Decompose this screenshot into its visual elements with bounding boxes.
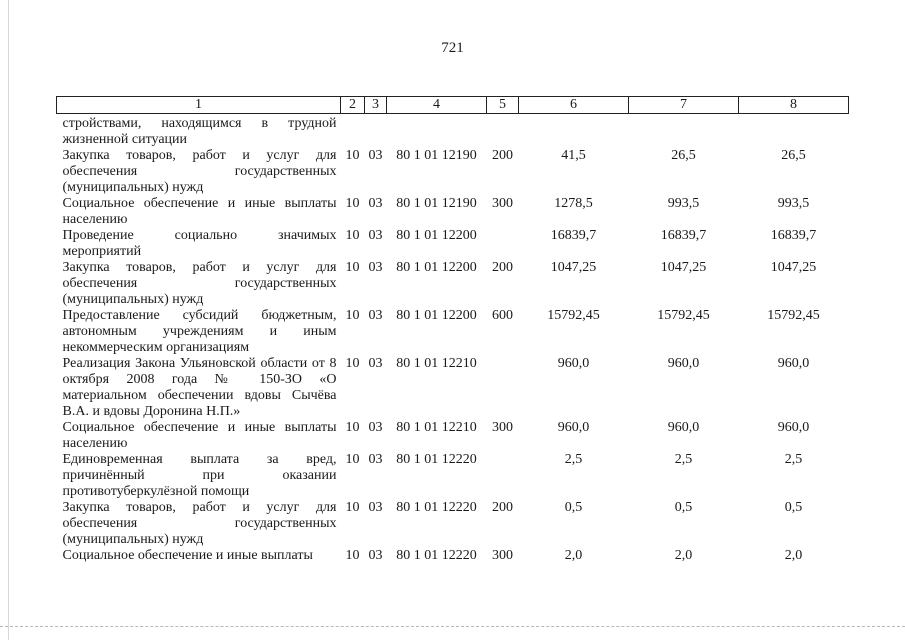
row-name: Проведение социально значимых мероприятий: [62, 228, 337, 259]
row-subsection: 03: [368, 228, 383, 243]
row-value-8: [739, 114, 849, 149]
row-value-7: 2,5: [674, 452, 693, 467]
row-section: 10: [345, 548, 360, 563]
row-subsection: 03: [368, 420, 383, 435]
row-value-7: 0,5: [674, 500, 693, 515]
row-expense-type: [487, 356, 519, 420]
row-name: Закупка товаров, работ и услуг для обеспечения государственных (муниципальных) нужд: [62, 500, 337, 547]
row-name: Реализация Закона Ульяновской области от 8 октября 2008 года № 150-ЗО «О материальном обеспечении вдовы Сычёва В.А. и вдовы Доронина Н.П.»: [62, 356, 337, 419]
row-value-7: 960,0: [667, 420, 700, 435]
budget-table: [56, 96, 849, 564]
table-row: [57, 260, 849, 308]
row-section: 10: [345, 260, 360, 275]
row-target-article: 80 1 01 12220: [396, 500, 477, 515]
row-value-8: 15792,45: [767, 308, 820, 323]
row-expense-type: 300: [492, 548, 513, 563]
row-subsection: 03: [368, 548, 383, 563]
row-value-7: 993,5: [667, 196, 700, 211]
row-value-8: 960,0: [777, 356, 810, 371]
table-row: [57, 148, 849, 196]
row-expense-type: [487, 114, 519, 149]
row-expense-type: 200: [492, 148, 513, 163]
row-subsection: 03: [368, 452, 383, 467]
table-row: [57, 228, 849, 260]
row-value-6: [519, 114, 629, 149]
page-number: 721: [441, 40, 464, 56]
row-value-7: [629, 114, 739, 149]
row-expense-type: 600: [492, 308, 513, 323]
row-value-6: 15792,45: [547, 308, 600, 323]
row-value-6: 2,0: [564, 548, 583, 563]
row-subsection: 03: [368, 308, 383, 323]
header-col-1: 1: [57, 97, 341, 114]
row-value-7: 1047,25: [660, 260, 707, 275]
row-target-article: 80 1 01 12220: [396, 452, 477, 467]
table-row: [57, 196, 849, 228]
row-value-7: 15792,45: [657, 308, 710, 323]
row-subsection: 03: [368, 260, 383, 275]
table-header-row: [57, 97, 849, 114]
table-row: [57, 420, 849, 452]
row-value-8: 1047,25: [770, 260, 817, 275]
row-value-7: 26,5: [671, 148, 696, 163]
row-expense-type: 200: [492, 260, 513, 275]
header-col-8: 8: [739, 97, 849, 114]
row-value-8: 993,5: [777, 196, 810, 211]
table-row: [57, 452, 849, 500]
row-section: 10: [345, 500, 360, 515]
row-subsection: 03: [368, 500, 383, 515]
row-value-8: 26,5: [781, 148, 806, 163]
row-value-6: 41,5: [561, 148, 586, 163]
row-value-8: 2,0: [784, 548, 803, 563]
row-section: [341, 114, 365, 149]
header-col-5: 5: [487, 97, 519, 114]
row-value-6: 2,5: [564, 452, 583, 467]
row-section: 10: [345, 420, 360, 435]
row-section: 10: [345, 228, 360, 243]
row-name: стройствами, находящимся в трудной жизненной ситуации: [62, 116, 337, 147]
table-row: [57, 548, 849, 564]
row-value-7: 2,0: [674, 548, 693, 563]
table-row: [57, 114, 849, 149]
header-col-4: 4: [387, 97, 487, 114]
row-expense-type: [487, 452, 519, 500]
row-value-6: 960,0: [557, 356, 590, 371]
row-name: Предоставление субсидий бюджетным, автономным учреждениям и иным некоммерческим организациям: [62, 308, 337, 355]
row-name: Социальное обеспечение и иные выплаты: [62, 548, 313, 563]
row-value-8: 0,5: [784, 500, 803, 515]
row-subsection: 03: [368, 148, 383, 163]
row-subsection: [365, 114, 387, 149]
row-section: 10: [345, 308, 360, 323]
row-expense-type: 300: [492, 196, 513, 211]
header-col-3: 3: [365, 97, 387, 114]
budget-table-container: [56, 96, 848, 564]
row-target-article: 80 1 01 12190: [396, 148, 477, 163]
header-col-6: 6: [519, 97, 629, 114]
row-value-7: 16839,7: [660, 228, 707, 243]
row-target-article: 80 1 01 12200: [396, 228, 477, 243]
table-row: [57, 500, 849, 548]
row-subsection: 03: [368, 356, 383, 371]
row-value-6: 0,5: [564, 500, 583, 515]
header-col-7: 7: [629, 97, 739, 114]
row-section: 10: [345, 452, 360, 467]
row-value-8: 960,0: [777, 420, 810, 435]
row-name: Закупка товаров, работ и услуг для обеспечения государственных (муниципальных) нужд: [62, 148, 337, 195]
row-name: Социальное обеспечение и иные выплаты населению: [62, 196, 337, 227]
row-value-8: 16839,7: [770, 228, 817, 243]
row-value-6: 1278,5: [554, 196, 593, 211]
row-value-6: 1047,25: [550, 260, 597, 275]
row-target-article: 80 1 01 12200: [396, 308, 477, 323]
table-row: [57, 308, 849, 356]
row-value-6: 16839,7: [550, 228, 597, 243]
scan-bottom-edge: [0, 626, 905, 627]
row-target-article: 80 1 01 12220: [396, 548, 477, 563]
row-subsection: 03: [368, 196, 383, 211]
row-section: 10: [345, 148, 360, 163]
row-name: Закупка товаров, работ и услуг для обеспечения государственных (муниципальных) нужд: [62, 260, 337, 307]
row-expense-type: 200: [492, 500, 513, 515]
row-section: 10: [345, 356, 360, 371]
row-name: Социальное обеспечение и иные выплаты населению: [62, 420, 337, 451]
scan-left-edge: [8, 0, 9, 640]
row-section: 10: [345, 196, 360, 211]
row-value-7: 960,0: [667, 356, 700, 371]
row-expense-type: [487, 228, 519, 260]
header-col-2: 2: [341, 97, 365, 114]
row-target-article: [387, 114, 487, 149]
row-target-article: 80 1 01 12190: [396, 196, 477, 211]
row-value-8: 2,5: [784, 452, 803, 467]
row-name: Единовременная выплата за вред, причинённый при оказании противотуберкулёзной помощи: [62, 452, 337, 499]
row-value-6: 960,0: [557, 420, 590, 435]
row-target-article: 80 1 01 12210: [396, 356, 477, 371]
table-row: [57, 356, 849, 420]
row-target-article: 80 1 01 12200: [396, 260, 477, 275]
row-expense-type: 300: [492, 420, 513, 435]
row-target-article: 80 1 01 12210: [396, 420, 477, 435]
